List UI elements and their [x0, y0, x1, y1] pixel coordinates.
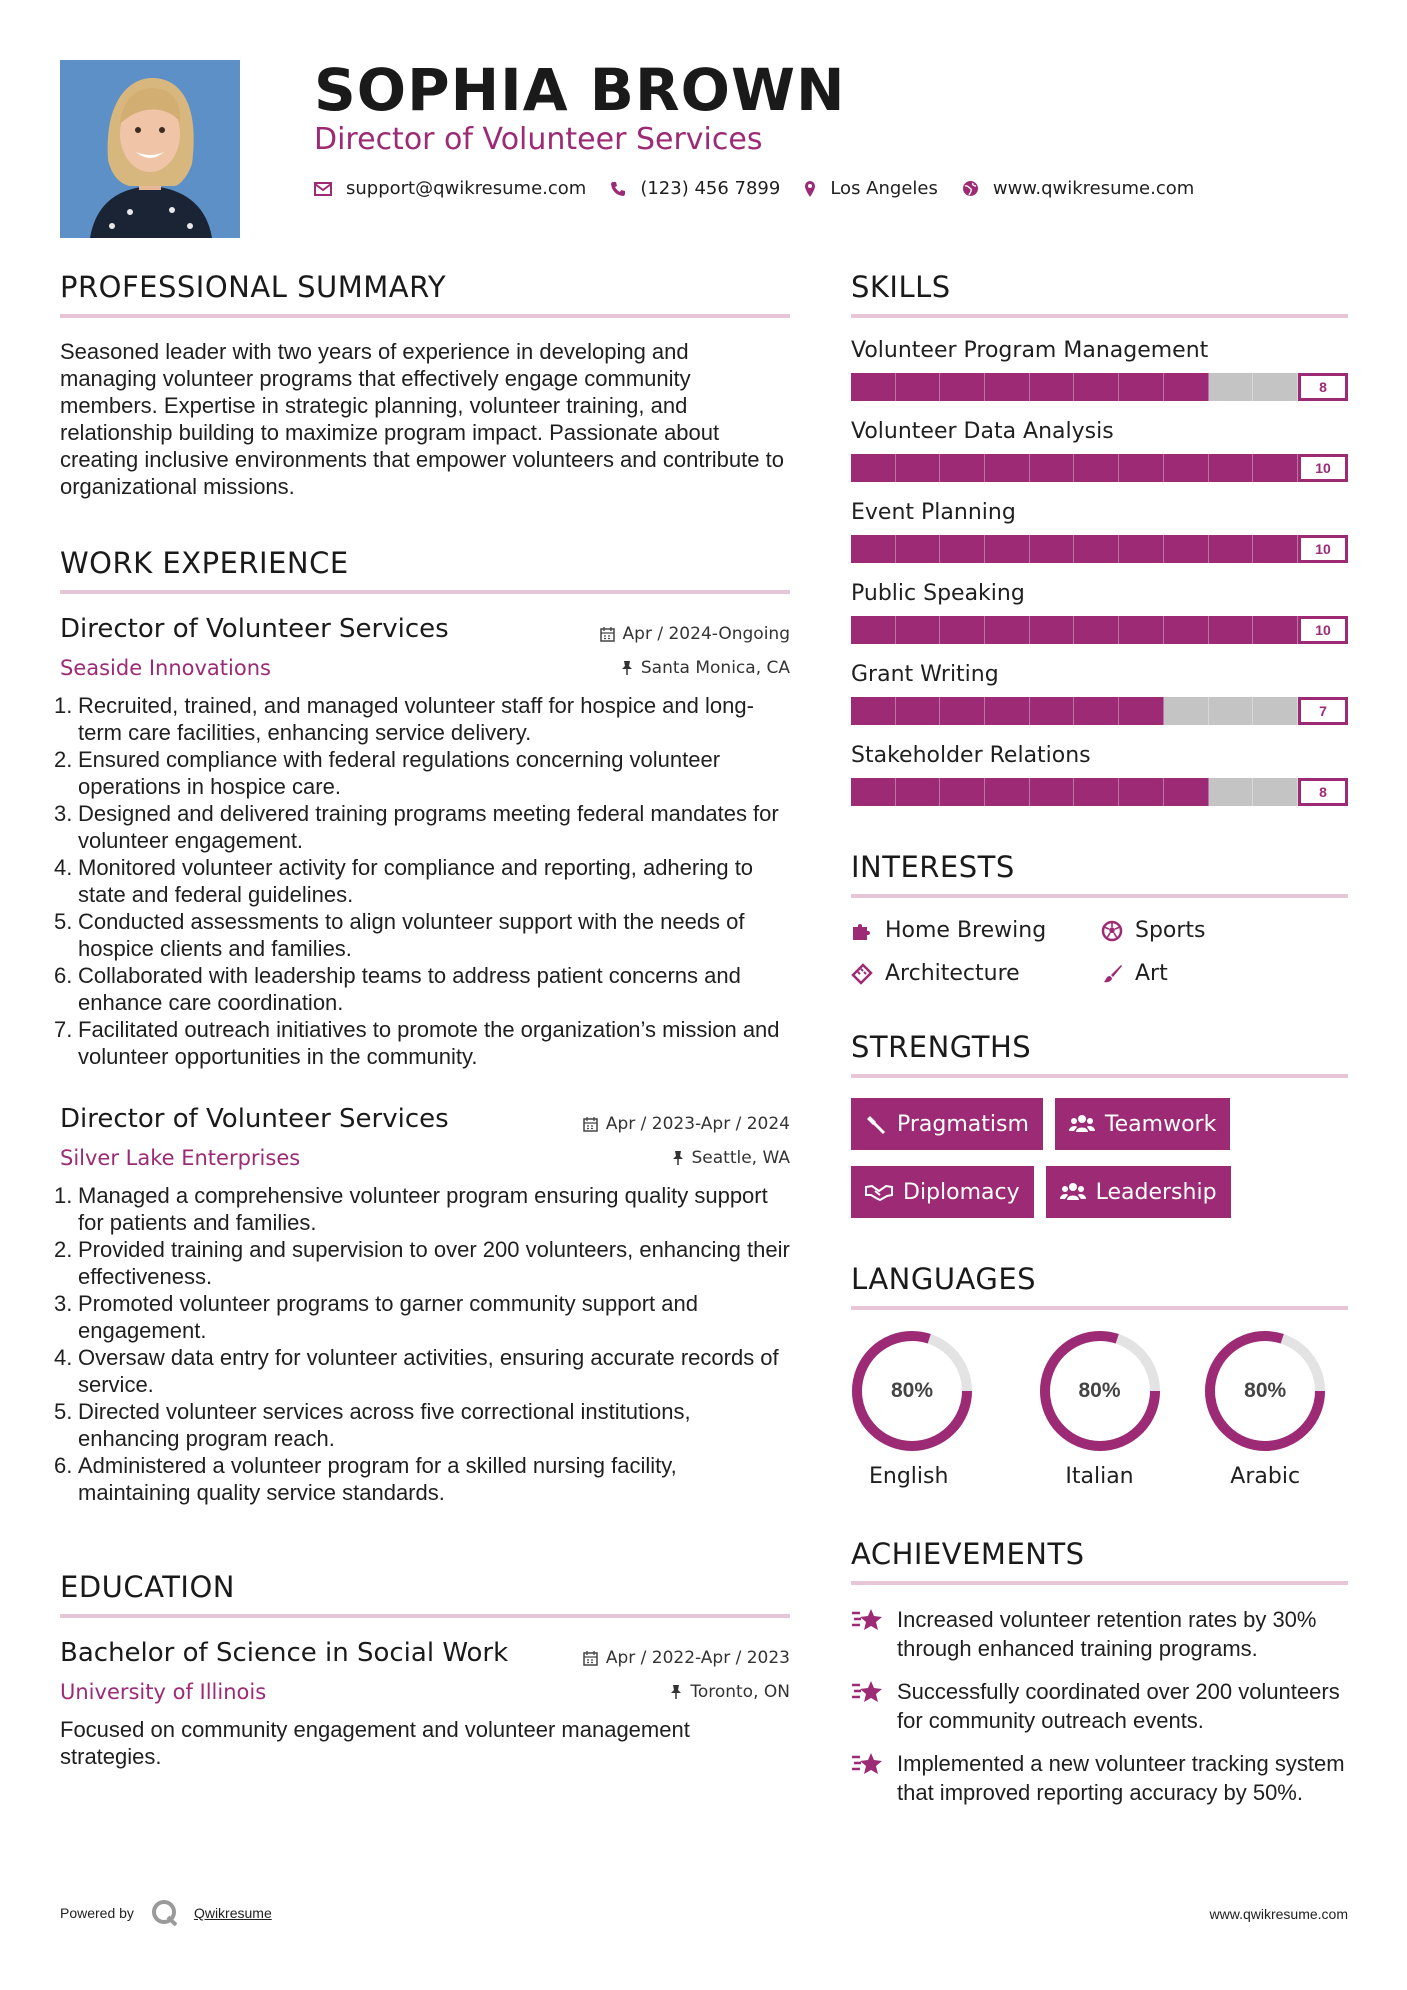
list-item: 6. Collaborated with leadership teams to address patient concerns and enhance care coordination.: [54, 963, 741, 1015]
company-name: Seaside Innovations: [60, 656, 271, 680]
globe-icon: [962, 180, 979, 197]
skill-segment-filled: [1030, 697, 1075, 725]
candidate-role: Director of Volunteer Services: [314, 122, 763, 157]
skill-segment-filled: [940, 454, 985, 482]
phone-icon: [610, 181, 626, 197]
skill-segment-empty: [1253, 697, 1298, 725]
strength-badge: Teamwork: [1055, 1098, 1230, 1150]
skill-item: [851, 743, 1348, 806]
achievements-list: [851, 1605, 1348, 1807]
education-dates: [583, 1648, 790, 1668]
skill-segment-filled: [1164, 454, 1209, 482]
skill-segment-filled: [985, 616, 1030, 644]
skill-segment-filled: [1119, 697, 1164, 725]
candidate-name: SOPHIA BROWN: [314, 56, 846, 124]
skill-segment-filled: [1119, 535, 1164, 563]
skill-segment-filled: [940, 616, 985, 644]
interests-list: [851, 918, 1348, 986]
achievement-item: [851, 1749, 1348, 1807]
skill-segment-filled: [1253, 454, 1298, 482]
skill-segment-filled: [1164, 778, 1209, 806]
shooting-star-icon: [851, 1677, 897, 1735]
handshake-icon: [865, 1183, 893, 1201]
language-percent: 80%: [890, 1379, 934, 1402]
job-dates: [583, 1114, 790, 1134]
interest-item: Art: [1101, 961, 1341, 986]
puzzle-icon: [851, 921, 873, 941]
calendar-icon: [600, 627, 615, 642]
skill-segment-filled: [851, 373, 896, 401]
job-dates-text: Apr / 2024-Ongoing: [622, 624, 790, 644]
soccer-ball-icon: [1101, 920, 1123, 942]
job-entry: [54, 614, 790, 1070]
skill-item: [851, 500, 1348, 563]
skill-segment-filled: [940, 697, 985, 725]
language-name: English: [869, 1464, 949, 1489]
skills-list: [851, 338, 1348, 806]
skill-bar: [851, 454, 1348, 482]
achievement-text: Implemented a new volunteer tracking system that improved reporting accuracy by 50%.: [897, 1751, 1345, 1805]
skill-segment-filled: [985, 778, 1030, 806]
achievements-title: ACHIEVEMENTS: [851, 1537, 1348, 1585]
skill-segment-filled: [1030, 778, 1075, 806]
skill-item: [851, 662, 1348, 725]
skill-segment-empty: [1209, 373, 1254, 401]
calendar-icon: [583, 1651, 598, 1666]
job-dates-text: Apr / 2023-Apr / 2024: [605, 1114, 790, 1134]
company-name: Silver Lake Enterprises: [60, 1146, 301, 1170]
contact-phone-text: (123) 456 7899: [640, 178, 781, 199]
achievement-text: Successfully coordinated over 200 volunteers for community outreach events.: [897, 1679, 1340, 1733]
calendar-icon: [583, 1117, 598, 1132]
skill-bar: [851, 778, 1348, 806]
skill-name: Volunteer Program Management: [851, 338, 1209, 363]
job-location: [672, 1148, 791, 1168]
skill-bar: [851, 535, 1348, 563]
summary-text: Seasoned leader with two years of experience in developing and managing volunteer programs that effectively engage community members. Expertise in strategic planning, volunteer training, and relationship building to maximize program impact. Passionate about creating inclusive environments that empower volunteers and contribute to organizational missions.: [60, 339, 784, 499]
contact-email-text: support@qwikresume.com: [346, 178, 587, 199]
footer-powered-by: [60, 1898, 272, 1928]
skill-segment-filled: [1074, 778, 1119, 806]
skill-segment-filled: [1074, 535, 1119, 563]
qwikresume-link[interactable]: Qwikresume: [193, 1905, 272, 1921]
education-dates-text: Apr / 2022-Apr / 2023: [605, 1648, 790, 1668]
qwikresume-logo-icon: [150, 1898, 180, 1928]
skill-segment-filled: [896, 697, 941, 725]
skill-segment-filled: [940, 778, 985, 806]
skill-segment-filled: [1119, 373, 1164, 401]
strengths-list: [851, 1098, 1271, 1218]
profile-photo: [60, 60, 240, 238]
degree-title: Bachelor of Science in Social Work: [60, 1638, 509, 1668]
language-ring: [1039, 1330, 1161, 1452]
skill-bar: [851, 697, 1348, 725]
list-item: 2. Ensured compliance with federal regulations concerning volunteer operations in hospice care.: [54, 747, 721, 799]
skill-name: Volunteer Data Analysis: [851, 419, 1114, 444]
list-item: 2. Provided training and supervision to over 200 volunteers, enhancing their effectiveness.: [54, 1237, 790, 1289]
job-bullets: [54, 1182, 790, 1506]
map-pin-icon: [804, 180, 816, 198]
skill-segment-filled: [896, 535, 941, 563]
contact-location: [804, 178, 938, 199]
skill-segment-filled: [851, 697, 896, 725]
interests-title: INTERESTS: [851, 850, 1348, 898]
job-bullets: [54, 692, 790, 1070]
skill-score: 7: [1298, 697, 1348, 725]
skill-segment-filled: [1074, 454, 1119, 482]
skill-bar: [851, 616, 1348, 644]
language-percent: 80%: [1244, 1379, 1287, 1402]
list-item: 1. Managed a comprehensive volunteer program ensuring quality support for patients and families.: [54, 1183, 768, 1235]
language-item: [1182, 1330, 1348, 1489]
strength-badge: Leadership: [1046, 1166, 1231, 1218]
skill-segment-filled: [1209, 535, 1254, 563]
skill-segment-filled: [985, 535, 1030, 563]
contact-website-text: www.qwikresume.com: [992, 178, 1195, 199]
skill-segment-filled: [896, 373, 941, 401]
language-item: [851, 1330, 1017, 1489]
skill-segment-filled: [1030, 373, 1075, 401]
skill-score: 10: [1298, 535, 1348, 563]
languages-title: LANGUAGES: [851, 1262, 1348, 1310]
skill-segment-empty: [1164, 697, 1209, 725]
gavel-icon: [865, 1114, 887, 1134]
skill-segment-filled: [1119, 616, 1164, 644]
skill-segment-filled: [851, 616, 896, 644]
list-item: 1. Recruited, trained, and managed volunteer staff for hospice and long-term care facilities, enhancing service delivery.: [54, 693, 754, 745]
skill-segment-filled: [1030, 535, 1075, 563]
ruler-pencil-icon: [851, 963, 873, 985]
contact-bar: [314, 178, 1218, 199]
job-title: Director of Volunteer Services: [60, 1104, 449, 1134]
skill-item: [851, 581, 1348, 644]
job-location-text: Santa Monica, CA: [640, 658, 790, 678]
left-column: [54, 270, 790, 1804]
skill-segment-filled: [940, 373, 985, 401]
paintbrush-icon: [1101, 963, 1123, 985]
list-item: 4. Oversaw data entry for volunteer activities, ensuring accurate records of service.: [54, 1345, 779, 1397]
skill-segment-filled: [985, 454, 1030, 482]
education-entry: [60, 1638, 790, 1770]
education-title: EDUCATION: [60, 1570, 790, 1618]
skills-title: SKILLS: [851, 270, 1348, 318]
contact-website[interactable]: [962, 178, 1194, 199]
skill-item: [851, 419, 1348, 482]
skill-name: Public Speaking: [851, 581, 1025, 606]
list-item: 6. Administered a volunteer program for a skilled nursing facility, maintaining quality service standards.: [54, 1453, 677, 1505]
skill-score: 10: [1298, 454, 1348, 482]
summary-title: PROFESSIONAL SUMMARY: [60, 270, 790, 318]
skill-segment-filled: [896, 454, 941, 482]
skill-segment-empty: [1253, 373, 1298, 401]
skill-segment-filled: [985, 373, 1030, 401]
education-description: Focused on community engagement and volunteer management strategies.: [60, 1717, 690, 1769]
skill-item: [851, 338, 1348, 401]
language-ring: [1204, 1330, 1326, 1452]
achievement-item: [851, 1605, 1348, 1663]
language-ring: [851, 1330, 973, 1452]
interest-item: Home Brewing: [851, 918, 1101, 943]
list-item: 5. Conducted assessments to align volunteer support with the needs of hospice clients and families.: [54, 909, 745, 961]
shooting-star-icon: [851, 1605, 897, 1663]
education-location: [670, 1682, 790, 1702]
footer-website[interactable]: www.qwikresume.com: [1209, 1906, 1348, 1922]
thumbtack-icon: [672, 1150, 684, 1166]
skill-segment-filled: [1030, 616, 1075, 644]
strengths-title: STRENGTHS: [851, 1030, 1348, 1078]
skill-segment-filled: [896, 778, 941, 806]
skill-segment-filled: [940, 535, 985, 563]
interest-item: Architecture: [851, 961, 1101, 986]
list-item: 5. Directed volunteer services across five correctional institutions, enhancing program reach.: [54, 1399, 691, 1451]
contact-location-text: Los Angeles: [830, 178, 938, 199]
skill-segment-filled: [851, 454, 896, 482]
skill-name: Stakeholder Relations: [851, 743, 1091, 768]
skill-segment-filled: [1074, 697, 1119, 725]
job-location-text: Seattle, WA: [691, 1148, 790, 1168]
skill-segment-empty: [1209, 697, 1254, 725]
shooting-star-icon: [851, 1749, 897, 1807]
strength-badge: Diplomacy: [851, 1166, 1034, 1218]
job-dates: [600, 624, 790, 644]
job-location: [621, 658, 790, 678]
language-item: [1017, 1330, 1183, 1489]
school-name: University of Illinois: [60, 1680, 267, 1704]
skill-segment-filled: [1253, 616, 1298, 644]
list-item: 4. Monitored volunteer activity for compliance and reporting, adhering to state and federal guidelines.: [54, 855, 754, 907]
list-item: 7. Facilitated outreach initiatives to promote the organization’s mission and volunteer opportunities in the community.: [54, 1017, 780, 1069]
powered-by-label: Powered by: [60, 1905, 134, 1921]
skill-segment-filled: [851, 535, 896, 563]
contact-phone[interactable]: [610, 178, 780, 199]
skill-segment-filled: [1074, 616, 1119, 644]
users-icon: [1060, 1182, 1086, 1202]
skill-segment-filled: [1119, 778, 1164, 806]
skill-score: 8: [1298, 373, 1348, 401]
skill-score: 10: [1298, 616, 1348, 644]
list-item: 3. Designed and delivered training programs meeting federal mandates for volunteer engagement.: [54, 801, 779, 853]
skill-bar: [851, 373, 1348, 401]
skill-segment-filled: [1209, 454, 1254, 482]
skill-segment-filled: [1164, 373, 1209, 401]
skill-name: Event Planning: [851, 500, 1016, 525]
list-item: 3. Promoted volunteer programs to garner community support and engagement.: [54, 1291, 698, 1343]
strength-badge: Pragmatism: [851, 1098, 1043, 1150]
skill-segment-filled: [1164, 535, 1209, 563]
skill-score: 8: [1298, 778, 1348, 806]
thumbtack-icon: [670, 1684, 682, 1700]
skill-segment-filled: [896, 616, 941, 644]
education-location-text: Toronto, ON: [690, 1682, 790, 1702]
skill-segment-filled: [1074, 373, 1119, 401]
interest-item: Sports: [1101, 918, 1341, 943]
users-icon: [1069, 1114, 1095, 1134]
envelope-icon: [314, 182, 332, 196]
job-title: Director of Volunteer Services: [60, 614, 449, 644]
skill-name: Grant Writing: [851, 662, 999, 687]
skill-segment-empty: [1209, 778, 1254, 806]
skill-segment-filled: [1030, 454, 1075, 482]
job-entry: [54, 1104, 790, 1506]
skill-segment-filled: [1253, 535, 1298, 563]
languages-list: [851, 1330, 1348, 1489]
language-name: Italian: [1065, 1464, 1134, 1489]
skill-segment-filled: [1209, 616, 1254, 644]
skill-segment-filled: [985, 697, 1030, 725]
contact-email[interactable]: [314, 178, 586, 199]
skill-segment-filled: [1164, 616, 1209, 644]
language-percent: 80%: [1078, 1379, 1121, 1402]
skill-segment-filled: [1119, 454, 1164, 482]
achievement-text: Increased volunteer retention rates by 30% through enhanced training programs.: [897, 1607, 1317, 1661]
experience-title: WORK EXPERIENCE: [60, 546, 790, 594]
right-column: [851, 270, 1348, 1821]
language-name: Arabic: [1230, 1464, 1301, 1489]
achievement-item: [851, 1677, 1348, 1735]
skill-segment-empty: [1253, 778, 1298, 806]
skill-segment-filled: [851, 778, 896, 806]
thumbtack-icon: [621, 660, 633, 676]
